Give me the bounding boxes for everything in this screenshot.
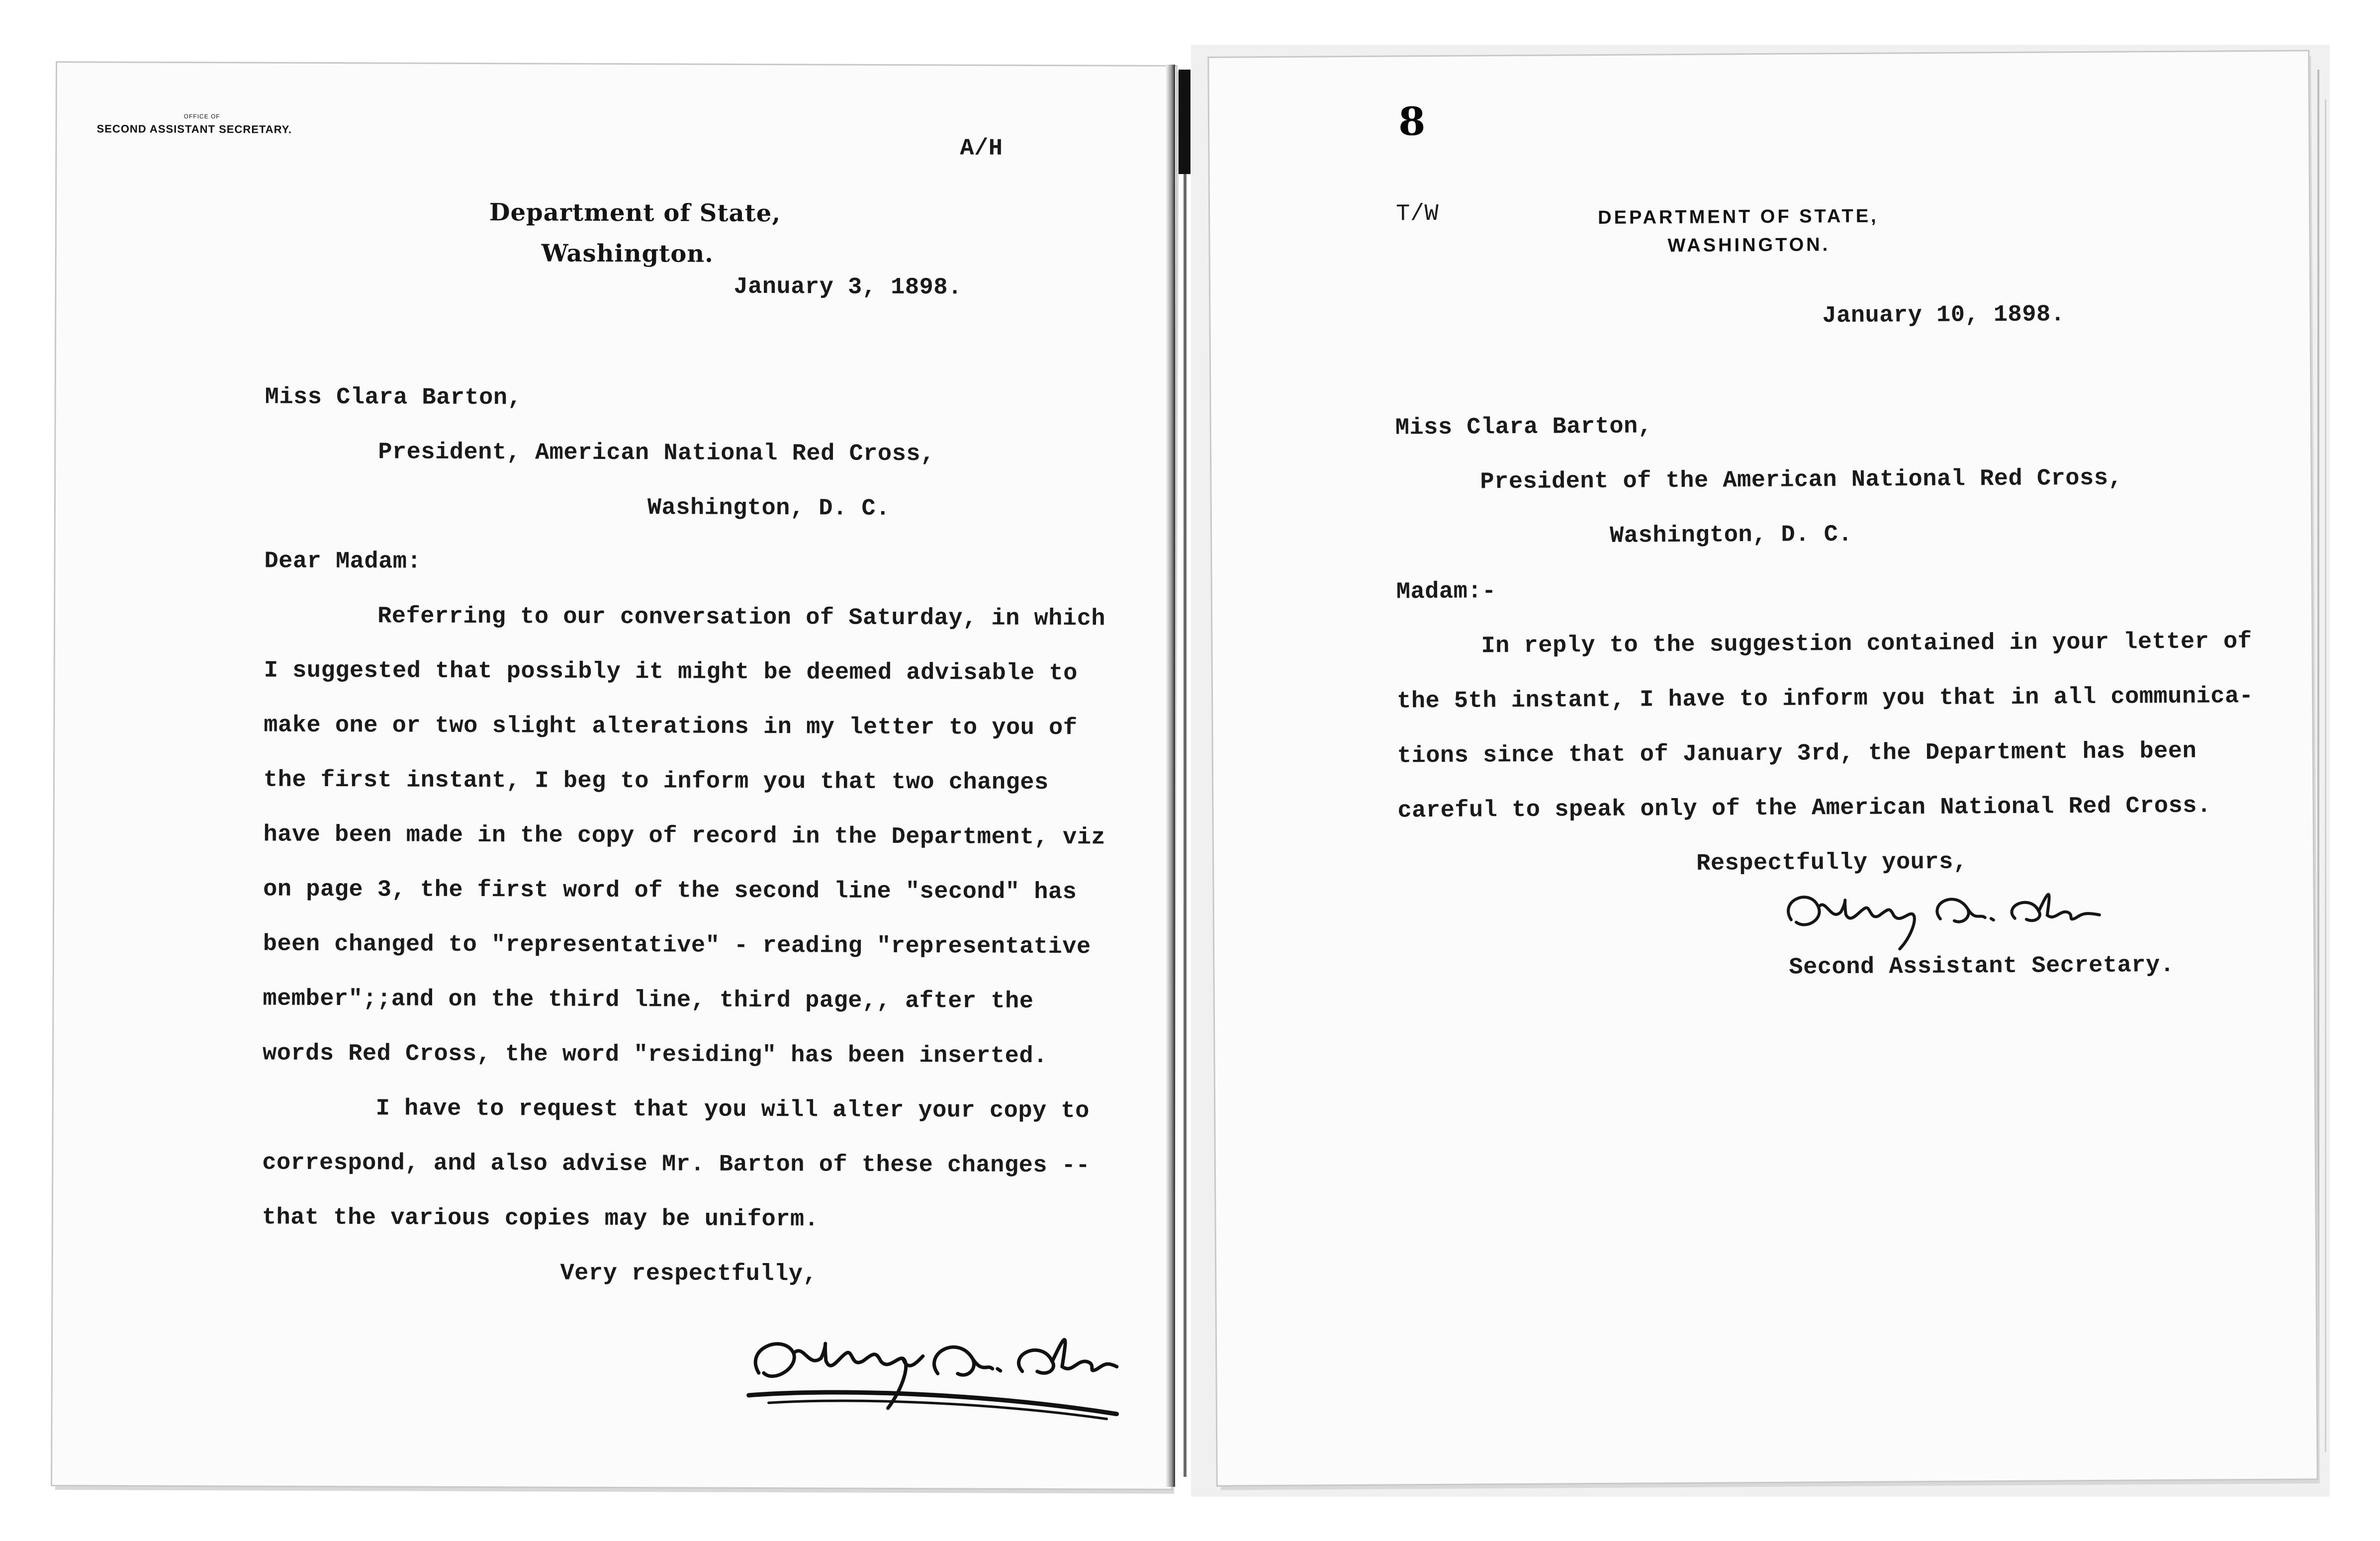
right-recipient-title: President of the American National Red Cross, [1480,465,2123,496]
left-recipient-city: Washington, D. C. [647,495,890,522]
right-signer-title: Second Assistant Secretary. [1789,952,2175,981]
right-body-line: careful to speak only of the American National Red Cross. [1397,793,2211,824]
right-letterhead-line1: DEPARTMENT OF STATE, [1598,205,1879,229]
left-recipient-title: President, American National Red Cross, [378,439,935,468]
left-signature-image [738,1313,1127,1444]
left-body-line: make one or two slight alterations in my letter to you of [264,712,1078,742]
left-body-line: Referring to our conversation of Saturday, in which [377,603,1106,633]
binding-shadow [1179,70,1190,174]
left-body-line: words Red Cross, the word "residing" has been inserted. [262,1040,1048,1070]
left-body-line: I have to request that you will alter your copy to [375,1095,1090,1125]
left-date: January 3, 1898. [733,273,962,301]
left-body-line: been changed to "representative" - reading "representative [263,931,1091,961]
left-recipient-name: Miss Clara Barton, [265,384,522,412]
right-recipient-name: Miss Clara Barton, [1395,413,1652,442]
binding-edge [1166,65,1175,1487]
left-body-line: member";;and on the third line, third page,, after the [263,986,1034,1015]
right-recipient-city: Washington, D. C. [1609,521,1853,549]
left-body-line: that the various copies may be uniform. [262,1204,819,1233]
right-closing: Respectfully yours, [1696,849,1968,877]
right-date: January 10, 1898. [1822,301,2065,330]
left-letter-page [52,63,1176,1489]
right-salutation: Madam:- [1396,578,1496,606]
right-file-mark: T/W [1396,200,1439,228]
left-body-line: the first instant, I beg to inform you that two changes [263,767,1049,797]
left-letterhead-line2: Washington. [541,239,714,268]
left-letterhead-line1: Department of State, [489,198,781,228]
right-body-line: the 5th instant, I have to inform you that in all communica- [1397,683,2254,715]
right-letter-page [1209,51,2316,1485]
right-body-line: In reply to the suggestion contained in your letter of [1481,628,2252,660]
left-body-line: on page 3, the first word of the second line "second" has [263,876,1077,906]
right-signature-image [1776,878,2114,955]
right-letterhead-line2: WASHINGTON. [1667,234,1831,257]
binding-shadow [1184,174,1187,1477]
corner-mark: 8 [1398,99,1426,145]
office-label: SECOND ASSISTANT SECRETARY. [96,122,292,136]
right-body-line: tions since that of January 3rd, the Department has been [1397,738,2197,770]
left-salutation: Dear Madam: [264,548,422,575]
left-body-line: correspond, and also advise Mr. Barton of these changes -- [262,1150,1091,1179]
office-of-small-label: OFFICE OF [183,112,220,120]
left-closing: Very respectfully, [560,1260,818,1288]
left-file-mark: A/H [960,135,1003,162]
left-body-line: I suggested that possibly it might be deemed advisable to [264,657,1078,687]
left-body-line: have been made in the copy of record in the Department, viz [263,821,1106,851]
